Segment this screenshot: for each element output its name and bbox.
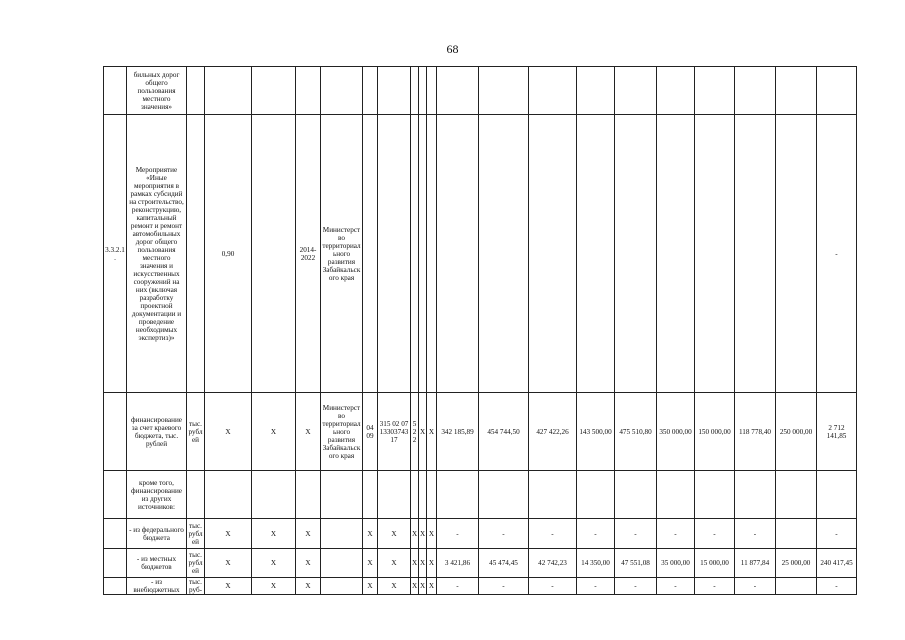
year-value: 150 000,00: [695, 393, 735, 471]
year-value: 35 000,00: [657, 549, 695, 578]
year-value: 427 422,26: [529, 393, 577, 471]
vr-cell: 5 2 2: [411, 393, 419, 471]
year-value: -: [695, 578, 735, 595]
unit-cell: тыс. руб-: [187, 578, 205, 595]
year-value: 250 000,00: [776, 393, 817, 471]
page-number: 68: [446, 42, 459, 56]
year-value: 11 877,84: [735, 549, 776, 578]
year-value: -: [479, 519, 529, 549]
year-value: -: [479, 578, 529, 595]
row-name: кроме того, финансирование из других источников:: [127, 471, 187, 519]
row-code: 3.3.2.1.: [104, 115, 127, 393]
year-value: [776, 578, 817, 595]
year-value: -: [529, 578, 577, 595]
year-value: 47 551,08: [615, 549, 657, 578]
year-value: -: [577, 519, 615, 549]
total-cell: 2 712 141,85: [817, 393, 857, 471]
year-value: -: [529, 519, 577, 549]
row-name: Мероприятие «Иные мероприятия в рамках субсидий на строительство, реконструкцию, капитальный ремонт и ремонт автомобильных дорог общего пользования местного значения и искусственных сооружений на них (включая разработку проектной документации и проведение необходимых экспертиз)»: [127, 115, 187, 393]
program-table: [103, 66, 857, 595]
year-value: 118 778,40: [735, 393, 776, 471]
year-value: -: [657, 519, 695, 549]
row-name: - из внебюджетных: [127, 578, 187, 595]
grbs-cell: 04 09: [363, 393, 378, 471]
kbk-cell: 315 02 07 13303743 17: [378, 393, 411, 471]
year-value: 350 000,00: [657, 393, 695, 471]
table-row: - из местных бюджетов тыс. рублей Х Х Х Х Х Х Х Х 3 421,86 45 474,45 42 742,23 14 350,00 47 551,08 35 000,00 15 000,00 11 877,84 25 000,00 240 417,45: [104, 549, 857, 578]
total-cell: -: [817, 578, 857, 595]
table-row: [104, 67, 857, 115]
responsible-org: Министерство территориального развития Забайкальского края: [321, 393, 363, 471]
year-value: -: [615, 578, 657, 595]
year-value: 342 185,89: [437, 393, 479, 471]
year-value: 454 744,50: [479, 393, 529, 471]
indicator-weight: 0,90: [205, 115, 252, 393]
year-value: 143 500,00: [577, 393, 615, 471]
year-value: 25 000,00: [776, 549, 817, 578]
table-row: [104, 471, 857, 519]
total-cell: -: [817, 115, 857, 393]
unit-cell: тыс. рублей: [187, 519, 205, 549]
responsible-org: Министерство территориального развития Забайкальского края: [321, 115, 363, 393]
row-name: финансирование за счет краевого бюджета, тыс. рублей: [127, 393, 187, 471]
year-value: 42 742,23: [529, 549, 577, 578]
year-value: -: [735, 519, 776, 549]
year-value: 15 000,00: [695, 549, 735, 578]
period: 2014-2022: [296, 115, 321, 393]
year-value: -: [615, 519, 657, 549]
total-cell: 240 417,45: [817, 549, 857, 578]
year-value: -: [695, 519, 735, 549]
row-name: - из местных бюджетов: [127, 549, 187, 578]
total-cell: -: [817, 519, 857, 549]
row-name: бильных дорог общего пользования местного значения»: [127, 67, 187, 115]
year-value: -: [577, 578, 615, 595]
year-value: 14 350,00: [577, 549, 615, 578]
year-value: 45 474,45: [479, 549, 529, 578]
year-value: -: [735, 578, 776, 595]
year-value: [776, 519, 817, 549]
table-row: [104, 115, 857, 393]
table-row: - из внебюджетных тыс. руб- Х Х Х Х Х Х Х Х - - - - - - - - -: [104, 578, 857, 595]
year-value: -: [437, 519, 479, 549]
year-value: 3 421,86: [437, 549, 479, 578]
unit-cell: тыс. рублей: [187, 393, 205, 471]
table-row: - из федерального бюджета тыс. рублей Х Х Х Х Х Х Х Х - - - - - - - - -: [104, 519, 857, 549]
year-value: 475 510,80: [615, 393, 657, 471]
unit-cell: тыс. рублей: [187, 549, 205, 578]
table-row: финансирование за счет краевого бюджета, тыс. рублей тыс. рублей Х Х Х Министерство территориального развития Забайкальского края 04 09 315 02 07 13303743 17 5 2 2 Х Х 342 185,89 454 744,50 427 422,26 143 500,00 475 510,80 350 000,00 150 000,00 118 778,40 250 000,00 2 712 141,85: [104, 393, 857, 471]
year-value: -: [657, 578, 695, 595]
row-name: - из федерального бюджета: [127, 519, 187, 549]
year-value: -: [437, 578, 479, 595]
